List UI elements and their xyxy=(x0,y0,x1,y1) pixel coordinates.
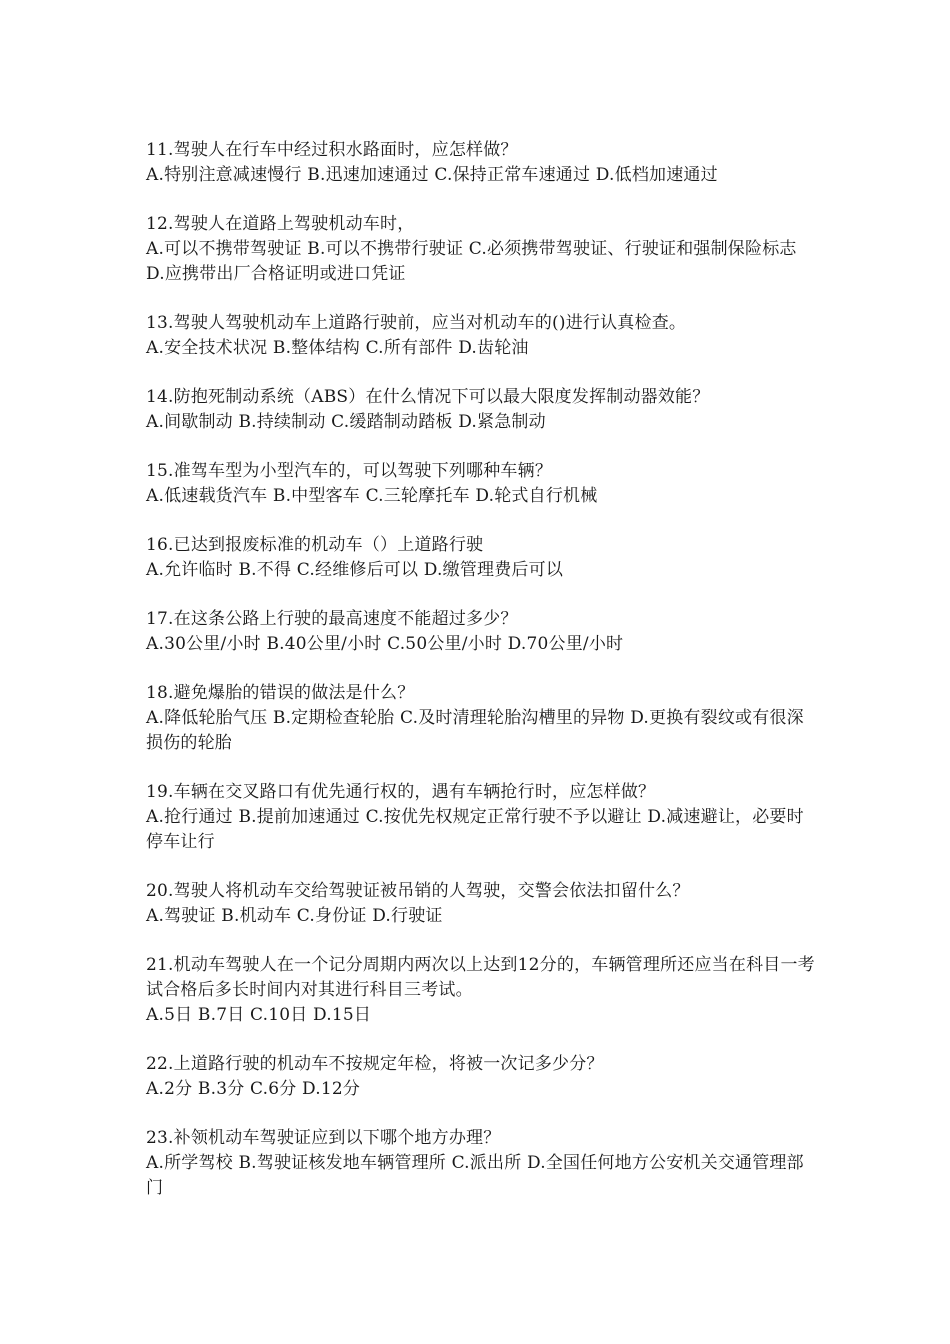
question-item xyxy=(146,681,818,756)
question-item xyxy=(146,385,818,435)
question-options: A.抢行通过 B.提前加速通过 C.按优先权规定正常行驶不予以避让 D.减速避让，必要时停车让行 xyxy=(146,807,804,852)
question-item xyxy=(146,1126,818,1201)
question-title: 21.机动车驾驶人在一个记分周期内两次以上达到12分的，车辆管理所还应当在科目一考试合格后多长时间内对其进行科目三考试。 xyxy=(146,955,815,1000)
question-item xyxy=(146,953,818,1028)
question-options: A.30公里/小时 B.40公里/小时 C.50公里/小时 D.70公里/小时 xyxy=(146,634,624,654)
question-title: 19.车辆在交叉路口有优先通行权的，遇有车辆抢行时，应怎样做？ xyxy=(146,782,656,802)
question-item xyxy=(146,459,818,509)
question-item xyxy=(146,780,818,855)
question-options: A.驾驶证 B.机动车 C.身份证 D.行驶证 xyxy=(146,906,443,926)
question-title: 15.准驾车型为小型汽车的，可以驾驶下列哪种车辆？ xyxy=(146,461,553,481)
question-item xyxy=(146,138,818,188)
question-title: 13.驾驶人驾驶机动车上道路行驶前，应当对机动车的()进行认真检查。 xyxy=(146,313,687,333)
question-title: 17.在这条公路上行驶的最高速度不能超过多少？ xyxy=(146,609,518,629)
question-options: A.5日 B.7日 C.10日 D.15日 xyxy=(146,1005,372,1025)
question-options: A.安全技术状况 B.整体结构 C.所有部件 D.齿轮油 xyxy=(146,338,529,358)
question-item xyxy=(146,212,818,287)
question-options: A.特别注意减速慢行 B.迅速加速通过 C.保持正常车速通过 D.低档加速通过 xyxy=(146,165,718,185)
question-title: 14.防抱死制动系统（ABS）在什么情况下可以最大限度发挥制动器效能？ xyxy=(146,387,710,407)
question-item xyxy=(146,879,818,929)
question-options: A.2分 B.3分 C.6分 D.12分 xyxy=(146,1079,361,1099)
question-options: A.允许临时 B.不得 C.经维修后可以 D.缴管理费后可以 xyxy=(146,560,564,580)
question-options: A.间歇制动 B.持续制动 C.缓踏制动踏板 D.紧急制动 xyxy=(146,412,546,432)
question-title: 23.补领机动车驾驶证应到以下哪个地方办理？ xyxy=(146,1128,501,1148)
question-item xyxy=(146,607,818,657)
question-title: 11.驾驶人在行车中经过积水路面时，应怎样做？ xyxy=(146,140,518,160)
question-title: 12.驾驶人在道路上驾驶机动车时， xyxy=(146,214,415,234)
question-options: A.可以不携带驾驶证 B.可以不携带行驶证 C.必须携带驾驶证、行驶证和强制保险标志 D.应携带出厂合格证明或进口凭证 xyxy=(146,239,797,284)
question-options: A.降低轮胎气压 B.定期检查轮胎 C.及时清理轮胎沟槽里的异物 D.更换有裂纹或有很深损伤的轮胎 xyxy=(146,708,804,753)
question-item xyxy=(146,311,818,361)
question-list xyxy=(146,138,818,1225)
question-options: A.低速载货汽车 B.中型客车 C.三轮摩托车 D.轮式自行机械 xyxy=(146,486,598,506)
question-item xyxy=(146,533,818,583)
question-title: 22.上道路行驶的机动车不按规定年检，将被一次记多少分？ xyxy=(146,1054,604,1074)
question-title: 16.已达到报废标准的机动车（）上道路行驶 xyxy=(146,535,484,555)
question-item xyxy=(146,1052,818,1102)
question-title: 20.驾驶人将机动车交给驾驶证被吊销的人驾驶，交警会依法扣留什么？ xyxy=(146,881,690,901)
question-title: 18.避免爆胎的错误的做法是什么？ xyxy=(146,683,415,703)
question-options: A.所学驾校 B.驾驶证核发地车辆管理所 C.派出所 D.全国任何地方公安机关交通管理部门 xyxy=(146,1153,804,1198)
